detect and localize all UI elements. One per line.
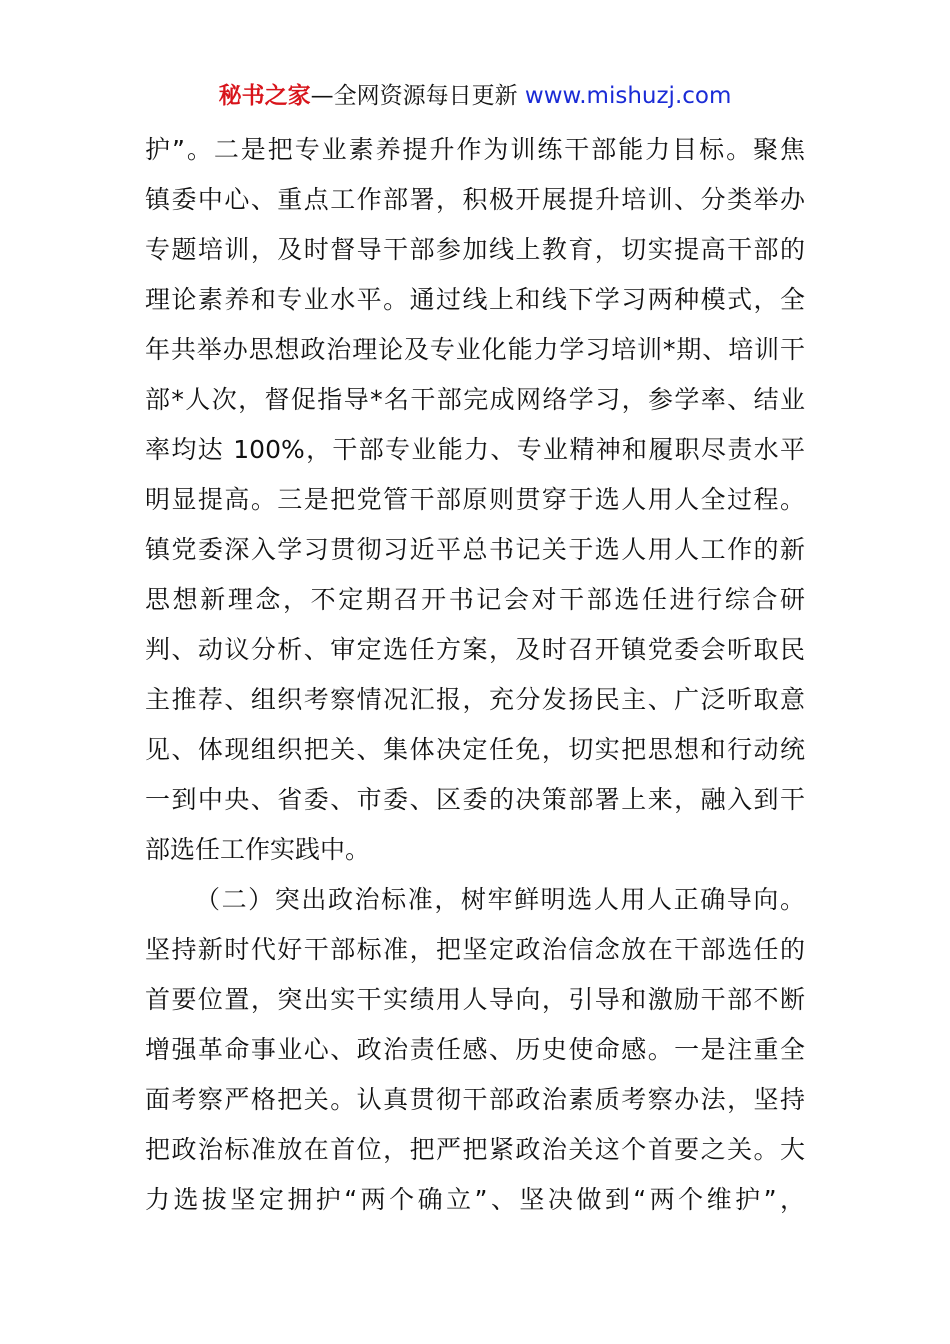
text-line: 主推荐、组织考察情况汇报，充分发扬民主、广泛听取意 (145, 685, 805, 714)
section-heading: （二）突出政治标准，树牢鲜明选人用人正确导向。 (195, 885, 805, 914)
text-line: 部选任工作实践中。 (145, 835, 371, 864)
text-line: 增强革命事业心、政治责任感、历史使命感。一是注重全 (145, 1035, 805, 1064)
site-url-link[interactable]: www.mishuzj.com (524, 83, 732, 109)
text-line: 力选拔坚定拥护“两个确立”、坚决做到“两个维护”， (145, 1185, 805, 1214)
text-line: 明显提高。三是把党管干部原则贯穿于选人用人全过程。 (145, 485, 805, 514)
text-line: 一到中央、省委、市委、区委的决策部署上来，融入到干 (145, 785, 805, 814)
text-line: 把政治标准放在首位，把严把紧政治关这个首要之关。大 (145, 1135, 805, 1164)
text-line: 判、动议分析、审定选任方案，及时召开镇党委会听取民 (145, 635, 805, 664)
text-line: 专题培训，及时督导干部参加线上教育，切实提高干部的 (145, 235, 805, 264)
text-line: 思想新理念，不定期召开书记会对干部选任进行综合研 (145, 585, 805, 614)
site-brand: 秘书之家 (218, 83, 311, 109)
text-line: 见、体现组织把关、集体决定任免，切实把思想和行动统 (145, 735, 805, 764)
text-line: 坚持新时代好干部标准，把坚定政治信念放在干部选任的 (145, 935, 805, 964)
text-line: 镇委中心、重点工作部署，积极开展提升培训、分类举办 (145, 185, 805, 214)
text-line: 率均达 100%，干部专业能力、专业精神和履职尽责水平 (145, 435, 805, 464)
text-line: 首要位置，突出实干实绩用人导向，引导和激励干部不断 (145, 985, 805, 1014)
text-line: 护”。二是把专业素养提升作为训练干部能力目标。聚焦 (145, 135, 805, 164)
text-line: 部*人次，督促指导*名干部完成网络学习，参学率、结业 (145, 385, 805, 414)
text-line: 年共举办思想政治理论及专业化能力学习培训*期、培训干 (145, 335, 805, 364)
text-line: 面考察严格把关。认真贯彻干部政治素质考察办法，坚持 (145, 1085, 805, 1114)
text-line: 理论素养和专业水平。通过线上和线下学习两种模式，全 (145, 285, 805, 314)
site-header (0, 80, 950, 112)
text-line: 镇党委深入学习贯彻习近平总书记关于选人用人工作的新 (145, 535, 805, 564)
site-tagline: —全网资源每日更新 (310, 83, 525, 109)
